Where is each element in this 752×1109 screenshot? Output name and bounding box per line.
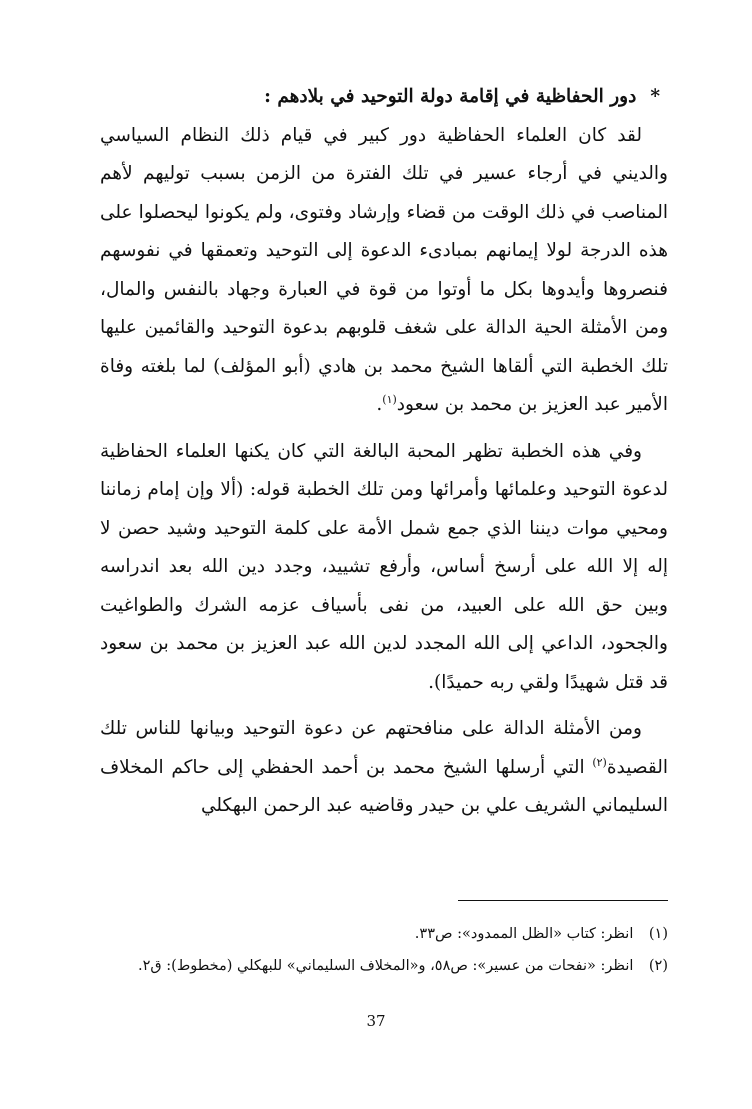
footnotes — [100, 918, 668, 982]
body-text — [100, 78, 668, 826]
paragraph-1-end: . — [376, 394, 383, 415]
footnote-divider — [458, 900, 668, 901]
paragraph-2-text: وفي هذه الخطبة تظهر المحبة البالغة التي كان يكنها العلماء الحفاظية لدعوة التوحيد وعلمائها وأمرائها ومن تلك الخطبة قوله: (ألا وإن إمام زماننا ومحيي موات ديننا الذي جمع شمل الأمة على كلمة التوحيد وشيد حصن لا إله إلا الله على أرسخ أساس، وأرفع تشييد، وجدد دين الله بعد اندراسه وبين حق الله على العبيد، من نفى بأسياف عزمه الشرك والطواغيت والجحود، الداعي إلى الله المجدد لدين الله عبد العزيز بن محمد بن سعود قد قتل شهيدًا ولقي ربه حميدًا). — [100, 440, 668, 693]
paragraph-3-line-2-end: التي أرسلها الشيخ محمد بن أحمد الحفظي إلى حاكم — [171, 756, 593, 778]
footnote-2-text: انظر: «نفحات من عسير»: ص٥٨، و«المخلاف السليماني» للبهكلي (مخطوط): ق٢. — [138, 958, 634, 974]
paragraph-1 — [100, 117, 668, 425]
paragraph-2 — [100, 433, 668, 703]
footnote-1-number: (١) — [648, 926, 668, 942]
heading-text: دور الحفاظية في إقامة دولة التوحيد في بلادهم : — [264, 86, 637, 107]
section-heading — [100, 78, 668, 117]
paragraph-3-line-2-start: تلك القصيدة — [100, 718, 668, 778]
footnote-2-number: (٢) — [648, 958, 668, 974]
heading-star: * — [650, 86, 660, 107]
page-number: 37 — [366, 1012, 386, 1030]
paragraph-3-line-3: المخلاف السليماني الشريف علي بن حيدر وقاضيه عبد الرحمن البهكلي — [100, 756, 668, 816]
footnote-ref-1[interactable]: (١) — [382, 392, 397, 406]
footnote-ref-2[interactable]: (٢) — [592, 755, 607, 769]
paragraph-3 — [100, 710, 668, 826]
footnote-1 — [100, 918, 668, 950]
footnote-2 — [100, 950, 668, 982]
paragraph-3-line-1: ومن الأمثلة الدالة على منافحتهم عن دعوة التوحيد وبيانها للناس — [135, 718, 642, 739]
footnote-1-text: انظر: كتاب «الظل الممدود»: ص٣٣. — [414, 926, 634, 942]
paragraph-1-text: لقد كان العلماء الحفاظية دور كبير في قيام ذلك النظام السياسي والديني في أرجاء عسير في تلك الفترة من الزمن بسبب توليهم لأهم المناصب في ذلك الوقت من قضاء وإرشاد وفتوى، ولم يكونوا ليحصلوا على هذه الدرجة لولا إيمانهم بمبادىء الدعوة إلى التوحيد وتعمقها في نفوسهم فنصروها وأيدوها بكل ما أوتوا من قوة في العبارة وجهاد بالنفس والمال، ومن الأمثلة الحية الدالة على شغف قلوبهم بدعوة التوحيد والقائمين عليها تلك الخطبة التي ألقاها الشيخ محمد بن هادي (أبو المؤلف) لما بلغته وفاة الأمير عبد العزيز بن محمد بن سعود — [100, 124, 668, 415]
